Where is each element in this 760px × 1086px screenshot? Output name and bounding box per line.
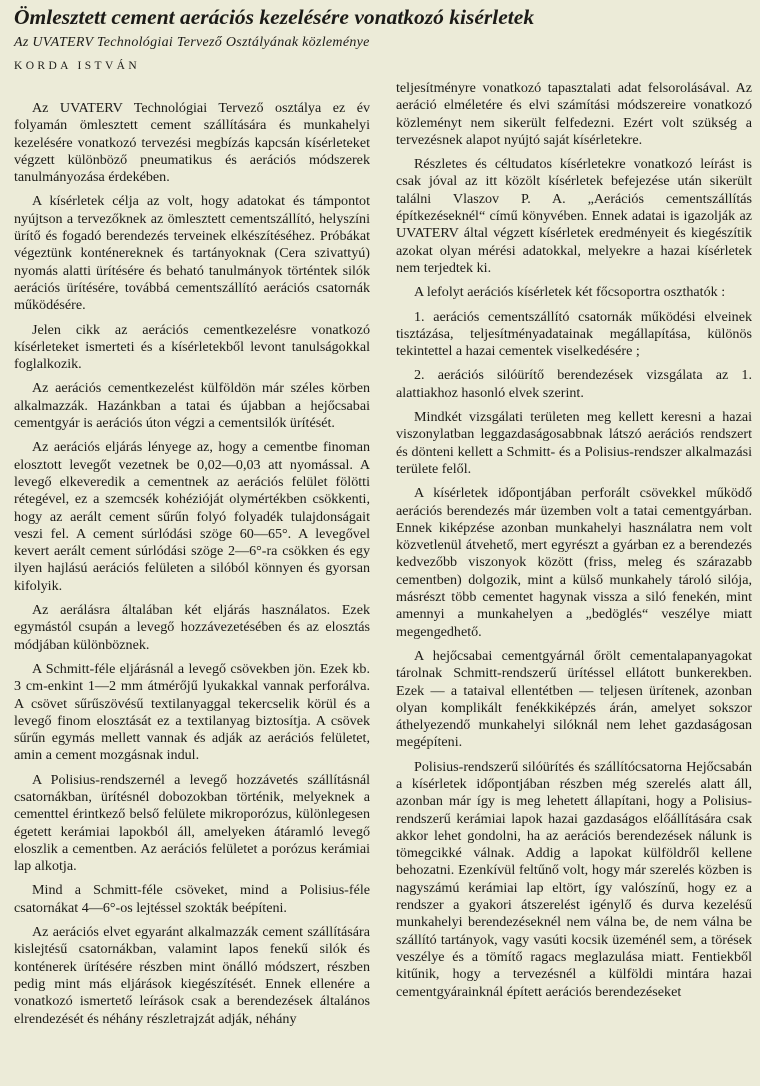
list-item: 2. aerációs silóürítő berendezések vizsgálata az 1. alattiakhoz hasonló elvek szerint. (396, 367, 752, 401)
paragraph: A kísérletek időpontjában perforált csövekkel működő aerációs berendezés már üzemben volt a tatai cementgyárban. Ennek kiképzése azonban munkahelyi használatra nem volt közvetlenül átvehető, mert egyrészt a gyárban ez a berendezés kedvezőbb viszonyok között (friss, meleg és szárazabb cementben) dolgozik, mint a külső munkahely tároló silója, másrészt több cementet hagynak vissza a siló fenekén, mint amennyi a munkahelyen a „bedöglés“ veszélye miatt megengedhető. (396, 485, 752, 640)
paragraph: Az aerációs elvet egyaránt alkalmazzák cement szállítására kislejtésű csatornákban, valamint lapos fenekű silók és konténerek ürítésére részben mint önálló módszert, részben pedig mint más eljárások kiegészítését. Ennek ellenére a vonatkozó ismertető leírások csak a berendezések általános elrendezését és néhány részletrajzát adják, néhány (14, 924, 370, 1027)
paragraph: Mind a Schmitt-féle csöveket, mind a Polisius-féle csatornákat 4—6°-os lejtéssel szokták beépíteni. (14, 882, 370, 916)
article-title: Ömlesztett cement aerációs kezelésére vonatkozó kisérletek (14, 5, 535, 29)
paragraph: Polisius-rendszerű silóürítés és szállítócsatorna Hejőcsabán a kísérletek időpontjában részben még szerelés alatt áll, azonban már így is meg lehetett állapítani, hogy a Polisius-rendszerű kerámiai lapok hazai gazdaságos előállítására csak akkor lehet gondolni, ha az aerációs berendezések nálunk is tömegcikké válnak. Addig a lapokat külföldről kellene behozatni. Ezenkívül feltűnő volt, hogy már szerelés közben is nagyszámú kerámiai lap eltört, így valószínű, hogy ez a rendszer a gyakori átszerelést igénylő és durva kezelésű munkahelyi berendezéseknél nem válna be, de nem válna be szállító tartányok, vagy vasúti kocsik üzeménél sem, a törések veszélye és a tömítő ragacs meglazulása miatt. Fentiekből kitűnik, hogy a tervezésnél a külföldi mintára hazai cementgyárainknál épített aerációs berendezéseket (396, 758, 752, 1000)
right-column (396, 80, 752, 1086)
paragraph: Az aerálásra általában két eljárás használatos. Ezek egymástól csupán a levegő hozzávezetésében és az elosztás módjában különböznek. (14, 602, 370, 653)
paragraph: A hejőcsabai cementgyárnál őrölt cementalapanyagokat tárolnak Schmitt-rendszerű ürítéssel ellátott bunkerekben. Ezek — a tataival ellentétben — teljesen ürítenek, azonban olyan komplikált fenékkiképzés árán, amelyet sokszor áthelyezendő munkahelyi silóknál nem lehet gazdaságosan megépíteni. (396, 647, 752, 751)
paragraph: Mindkét vizsgálati területen meg kellett keresni a hazai viszonylatban leggazdaságosabbnak látszó aerációs rendszert és dönteni kellett a Schmitt- és a Polisius-rendszer alkalmazási területe felől. (396, 409, 752, 477)
paragraph: Jelen cikk az aerációs cementkezelésre vonatkozó kísérleteket ismerteti és a kísérletekből levont tanulságokkal foglalkozik. (14, 321, 370, 373)
article-subtitle: Az UVATERV Technológiai Tervező Osztályának közleménye (14, 35, 370, 50)
paragraph: A Polisius-rendszernél a levegő hozzávetés szállításnál csatornákban, ürítésnél dobozokban történik, melyeknek a cementtel érintkező belső felülete mikroporózus, különlegesen égetett kerámiai lapokból áll, amelyeken átáramló levegő eloszlik a cementben. Az aerációs felületet a porózus kerámiai lap alkotja. (14, 771, 370, 875)
list-item: 1. aerációs cementszállító csatornák működési elveinek tisztázása, teljesítményadatainak megállapítása, különös tekintettel a hazai cementek viselkedésére ; (396, 308, 752, 360)
paragraph: Részletes és céltudatos kísérletekre vonatkozó leírást is csak jóval az itt közölt kísérletek befejezése után sikerült találni Vlaszov P. A. „Aerációs cementszállítás építkezéseknél“ című könyvében. Ennek adatai is igazolják az UVATERV által végzett kísérletek eredményeit és kiegészítik azokat olyan mérési adatokkal, melyekre a hazai kísérletek nem terjedtek ki. (396, 156, 752, 276)
left-column (14, 100, 370, 1086)
paragraph: Az aerációs eljárás lényege az, hogy a cementbe finoman elosztott levegőt vezetnek be 0,02—0,03 att nyomással. A levegő elkeveredik a cementnek az aerációs felület fölötti rétegével, ez a szemcsék kohézióját olymértékben csökkenti, hogy az aerált cement sűrűn folyó folyadék tulajdonságait veszi fel. A cement súrlódási szöge 60—65°. A levegővel kevert aerált cement súrlódási szöge 2—6°-ra csökken és egy ilyen hajlású aerációs felületen a silóból könnyen és gyorsan kifolyik. (14, 439, 370, 594)
paragraph: teljesítményre vonatkozó tapasztalati adat felsorolásával. Az aeráció elméletére és elvi számítási módszereire vonatkozó közleményt nem sikerült felfedezni. Ezért volt szükség a tervezésnek alapot nyújtó saját kísérletekre. (396, 80, 752, 148)
paragraph: Az aerációs cementkezelést külföldön már széles körben alkalmazzák. Hazánkban a tatai és újabban a hejőcsabai cementgyár is aerációs úton végzi a cementsilók ürítését. (14, 380, 370, 432)
article-author: KORDA ISTVÁN (14, 60, 141, 72)
paragraph: Az UVATERV Technológiai Tervező osztálya ez év folyamán ömlesztett cement szállítására és munkahelyi kezelésére vonatkozó tervezési megbízás kapcsán kísérleteket végzett különböző pneumatikus és aerációs módszerek tanulmányozása érdekében. (14, 100, 370, 186)
paragraph: A lefolyt aerációs kísérletek két főcsoportra oszthatók : (414, 284, 726, 301)
paragraph: A Schmitt-féle eljárásnál a levegő csövekben jön. Ezek kb. 3 cm-enkint 1—2 mm átmérőjű lyukakkal vannak perforálva. A csövet sűrűszövésű textilanyaggal tekercselik körül és a levegő finom elosztását ez a textilanyag biztosítja. A csövek sűrűn egymás mellett vannak és adják az aerációs felületet, amin a cement mozgásnak indul. (14, 660, 370, 764)
paragraph: A kísérletek célja az volt, hogy adatokat és támpontot nyújtson a tervezőknek az ömlesztett cementszállító, helyszíni ürítő és fogadó berendezés terveinek elkészítéséhez. Próbákat végeztünk konténereknek és tartányoknak (Cera szivattyú) nyomás alatti ürítésére és beható tanulmányok történtek silók aerációs ürítésére, továbbá cementszállító aerációs csatornák működésére. (14, 193, 370, 314)
